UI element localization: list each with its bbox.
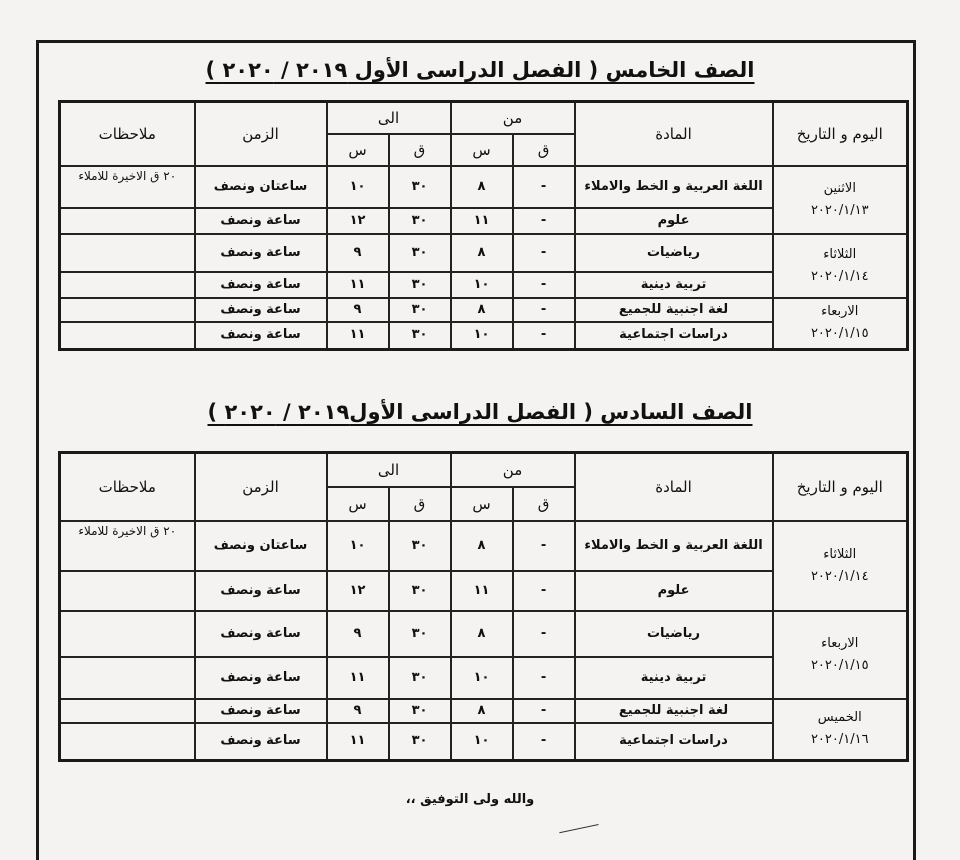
header-to-hour: س	[327, 134, 389, 166]
subject-cell: دراسات اجتماعية	[575, 322, 773, 350]
to-minute-cell: ٣٠	[389, 611, 451, 657]
to-minute-cell: ٣٠	[389, 298, 451, 322]
from-hour-cell: ٨	[451, 611, 513, 657]
from-hour-cell: ٨	[451, 234, 513, 272]
from-minute-cell: -	[513, 723, 575, 761]
day-cell	[773, 234, 908, 298]
subject-cell: اللغة العربية و الخط والاملاء	[575, 166, 773, 208]
from-minute-cell: -	[513, 657, 575, 699]
table-row	[60, 298, 908, 322]
duration-cell: ساعة ونصف	[195, 234, 327, 272]
to-hour-cell: ١١	[327, 723, 389, 761]
from-hour-cell: ٨	[451, 298, 513, 322]
header-to: الى	[327, 102, 451, 134]
duration-cell: ساعة ونصف	[195, 699, 327, 723]
from-hour-cell: ٨	[451, 521, 513, 571]
notes-cell	[60, 611, 195, 657]
to-hour-cell: ٩	[327, 234, 389, 272]
subject-cell: لغة اجنبية للجميع	[575, 699, 773, 723]
subject-cell: تربية دينية	[575, 272, 773, 298]
to-hour-cell: ٩	[327, 611, 389, 657]
notes-cell	[60, 208, 195, 234]
header-from-hour: س	[451, 487, 513, 521]
from-hour-cell: ١٠	[451, 322, 513, 350]
to-hour-cell: ٩	[327, 298, 389, 322]
subject-cell: رياضيات	[575, 234, 773, 272]
day-name: الثلاثاء	[823, 246, 857, 262]
grade6-schedule-table	[58, 451, 909, 762]
header-to-hour: س	[327, 487, 389, 521]
day-name: الخميس	[817, 710, 862, 726]
header-notes: ملاحظات	[60, 102, 195, 166]
day-name: الثلاثاء	[823, 546, 857, 562]
notes-cell	[60, 571, 195, 611]
duration-cell: ساعة ونصف	[195, 657, 327, 699]
subject-cell: علوم	[575, 571, 773, 611]
subject-cell: تربية دينية	[575, 657, 773, 699]
header-from: من	[451, 453, 575, 487]
to-hour-cell: ١٠	[327, 166, 389, 208]
duration-cell: ساعة ونصف	[195, 322, 327, 350]
day-cell	[773, 166, 908, 234]
notes-cell	[60, 322, 195, 350]
day-date: ٢٠٢٠/١/١٦	[810, 732, 869, 748]
day-cell	[773, 611, 908, 699]
to-minute-cell: ٣٠	[389, 571, 451, 611]
day-date: ٢٠٢٠/١/١٥	[810, 657, 869, 673]
table-row	[60, 166, 908, 208]
duration-cell: ساعة ونصف	[195, 208, 327, 234]
notes-cell	[60, 298, 195, 322]
header-from-minute: ق	[513, 134, 575, 166]
table-row	[60, 521, 908, 571]
from-hour-cell: ١٠	[451, 723, 513, 761]
to-hour-cell: ١٢	[327, 208, 389, 234]
day-name: الاربعاء	[821, 635, 859, 651]
to-hour-cell: ١١	[327, 657, 389, 699]
duration-cell: ساعة ونصف	[195, 298, 327, 322]
subject-cell: اللغة العربية و الخط والاملاء	[575, 521, 773, 571]
day-date: ٢٠٢٠/١/١٥	[810, 326, 869, 342]
to-minute-cell: ٣٠	[389, 657, 451, 699]
to-hour-cell: ٩	[327, 699, 389, 723]
to-hour-cell: ١١	[327, 322, 389, 350]
duration-cell: ساعة ونصف	[195, 571, 327, 611]
to-minute-cell: ٣٠	[389, 208, 451, 234]
header-notes: ملاحظات	[60, 453, 195, 521]
from-minute-cell: -	[513, 272, 575, 298]
subject-cell: رياضيات	[575, 611, 773, 657]
header-duration: الزمن	[195, 102, 327, 166]
from-hour-cell: ٨	[451, 699, 513, 723]
duration-cell: ساعة ونصف	[195, 272, 327, 298]
from-minute-cell: -	[513, 322, 575, 350]
to-minute-cell: ٣٠	[389, 322, 451, 350]
notes-cell	[60, 657, 195, 699]
header-to-minute: ق	[389, 487, 451, 521]
header-from-minute: ق	[513, 487, 575, 521]
closing-text: والله ولى التوفيق ،،	[405, 792, 535, 807]
day-name: الاثنين	[823, 180, 856, 196]
from-minute-cell: -	[513, 166, 575, 208]
grade6-title: الصف السادس ( الفصل الدراسى الأول٢٠١٩ / ٢٠٢٠ )	[207, 400, 753, 424]
header-subject: المادة	[575, 102, 773, 166]
header-from: من	[451, 102, 575, 134]
subject-cell: علوم	[575, 208, 773, 234]
day-date: ٢٠٢٠/١/١٤	[810, 268, 869, 284]
to-minute-cell: ٣٠	[389, 699, 451, 723]
to-minute-cell: ٣٠	[389, 234, 451, 272]
duration-cell: ساعتان ونصف	[195, 166, 327, 208]
duration-cell: ساعتان ونصف	[195, 521, 327, 571]
table-row	[60, 234, 908, 272]
duration-cell: ساعة ونصف	[195, 611, 327, 657]
to-minute-cell: ٣٠	[389, 272, 451, 298]
header-to: الى	[327, 453, 451, 487]
day-date: ٢٠٢٠/١/١٣	[810, 202, 869, 218]
to-minute-cell: ٣٠	[389, 723, 451, 761]
header-subject: المادة	[575, 453, 773, 521]
from-hour-cell: ٨	[451, 166, 513, 208]
from-minute-cell: -	[513, 298, 575, 322]
day-cell	[773, 699, 908, 761]
to-hour-cell: ١٠	[327, 521, 389, 571]
from-hour-cell: ١٠	[451, 657, 513, 699]
notes-cell: ٢٠ ق الاخيرة للاملاء	[60, 166, 195, 208]
grade5-title: الصف الخامس ( الفصل الدراسى الأول ٢٠١٩ / ٢٠٢٠ )	[205, 58, 755, 82]
notes-cell	[60, 272, 195, 298]
from-minute-cell: -	[513, 521, 575, 571]
day-name: الاربعاء	[821, 304, 859, 320]
notes-cell: ٢٠ ق الاخيرة للاملاء	[60, 521, 195, 571]
subject-cell: لغة اجنبية للجميع	[575, 298, 773, 322]
day-cell	[773, 521, 908, 611]
from-hour-cell: ١١	[451, 571, 513, 611]
header-from-hour: س	[451, 134, 513, 166]
notes-cell	[60, 234, 195, 272]
duration-cell: ساعة ونصف	[195, 723, 327, 761]
from-minute-cell: -	[513, 611, 575, 657]
notes-cell	[60, 699, 195, 723]
from-hour-cell: ١١	[451, 208, 513, 234]
to-minute-cell: ٣٠	[389, 521, 451, 571]
from-minute-cell: -	[513, 571, 575, 611]
to-minute-cell: ٣٠	[389, 166, 451, 208]
day-cell	[773, 298, 908, 350]
table-row	[60, 611, 908, 657]
from-hour-cell: ١٠	[451, 272, 513, 298]
grade5-schedule-table	[58, 100, 909, 351]
header-duration: الزمن	[195, 453, 327, 521]
subject-cell: دراسات اجتماعية	[575, 723, 773, 761]
table-row	[60, 699, 908, 723]
from-minute-cell: -	[513, 208, 575, 234]
notes-cell	[60, 723, 195, 761]
day-date: ٢٠٢٠/١/١٤	[810, 568, 869, 584]
to-hour-cell: ١١	[327, 272, 389, 298]
from-minute-cell: -	[513, 699, 575, 723]
header-to-minute: ق	[389, 134, 451, 166]
header-day-date: اليوم و التاريخ	[773, 453, 908, 521]
to-hour-cell: ١٢	[327, 571, 389, 611]
from-minute-cell: -	[513, 234, 575, 272]
header-day-date: اليوم و التاريخ	[773, 102, 908, 166]
